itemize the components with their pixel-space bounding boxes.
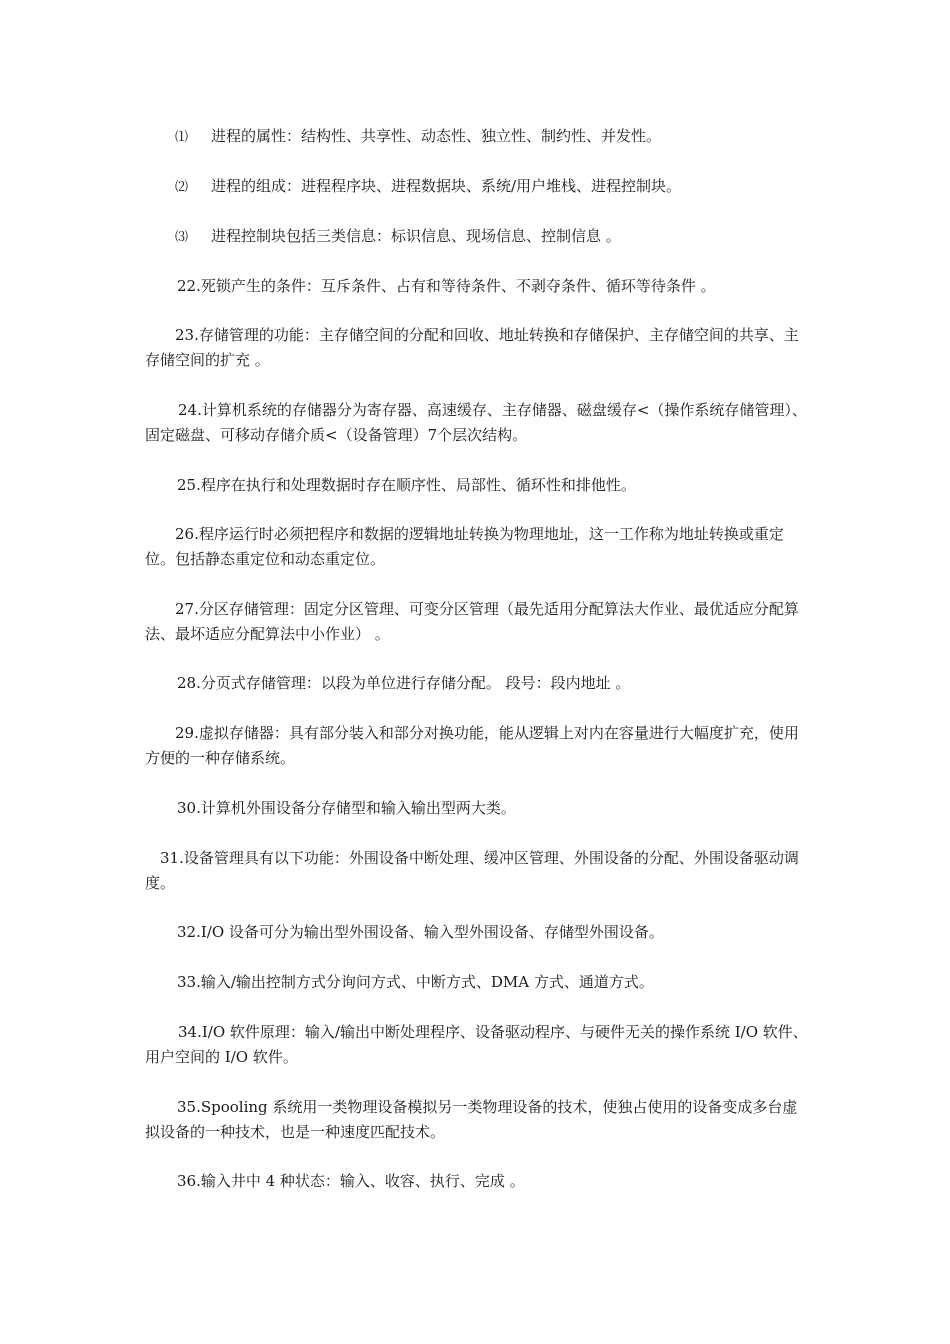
paragraph-33: 33.输入/输出控制方式分询问方式、中断方式、DMA 方式、通道方式。 xyxy=(177,973,654,991)
paragraph-30: 30.计算机外围设备分存储型和输入输出型两大类。 xyxy=(177,799,516,817)
paragraph-25: 25.程序在执行和处理数据时存在顺序性、局部性、循环性和排他性。 xyxy=(177,476,636,494)
sub-item-number: ⑵ xyxy=(175,180,189,195)
sub-item-text: 进程的属性：结构性、共享性、动态性、独立性、制约性、并发性。 xyxy=(211,127,662,145)
paragraph-32: 32.I/O 设备可分为输出型外围设备、输入型外围设备、存储型外围设备。 xyxy=(177,923,664,941)
sub-item-1 xyxy=(175,124,815,150)
paragraph-28: 28.分页式存储管理：以段为单位进行存储分配。 段号：段内地址 。 xyxy=(177,674,631,692)
sub-item-3 xyxy=(175,224,815,250)
sub-item-2 xyxy=(175,174,815,200)
paragraph-35: 35.Spooling 系统用一类物理设备模拟另一类物理设备的技术，使独占使用的设备变成多台虚拟设备的一种技术，也是一种速度匹配技术。 xyxy=(145,1098,798,1141)
paragraph-27: 27.分区存储管理：固定分区管理、可变分区管理（最先适用分配算法大作业、最优适应分配算法、最坏适应分配算法中小作业） 。 xyxy=(145,600,799,643)
sub-item-number: ⑴ xyxy=(175,130,189,145)
paragraph-36: 36.输入井中 4 种状态：输入、收容、执行、完成 。 xyxy=(177,1172,525,1190)
paragraph-24: 24.计算机系统的存储器分为寄存器、高速缓存、主存储器、磁盘缓存<（操作系统存储管理）、固定磁盘、可移动存储介质<（设备管理）7个层次结构。 xyxy=(145,401,807,444)
paragraph-22: 22.死锁产生的条件：互斥条件、占有和等待条件、不剥夺条件、循环等待条件 。 xyxy=(177,277,716,295)
paragraph-31: 31.设备管理具有以下功能：外围设备中断处理、缓冲区管理、外围设备的分配、外围设备驱动调度。 xyxy=(145,849,799,892)
sub-item-text: 进程控制块包括三类信息：标识信息、现场信息、控制信息 。 xyxy=(211,227,621,245)
paragraph-34: 34.I/O 软件原理：输入/输出中断处理程序、设备驱动程序、与硬件无关的操作系统 I/O 软件、用户空间的 I/O 软件。 xyxy=(145,1023,808,1066)
sub-item-number: ⑶ xyxy=(175,230,189,245)
paragraph-26: 26.程序运行时必须把程序和数据的逻辑地址转换为物理地址，这一工作称为地址转换或重定位。包括静态重定位和动态重定位。 xyxy=(145,525,784,568)
sub-item-text: 进程的组成：进程程序块、进程数据块、系统/用户堆栈、进程控制块。 xyxy=(211,177,682,195)
paragraph-29: 29.虚拟存储器：具有部分装入和部分对换功能，能从逻辑上对内在容量进行大幅度扩充，使用方便的一种存储系统。 xyxy=(145,724,799,767)
paragraph-23: 23.存储管理的功能：主存储空间的分配和回收、地址转换和存储保护、主存储空间的共享、主存储空间的扩充 。 xyxy=(145,326,799,369)
